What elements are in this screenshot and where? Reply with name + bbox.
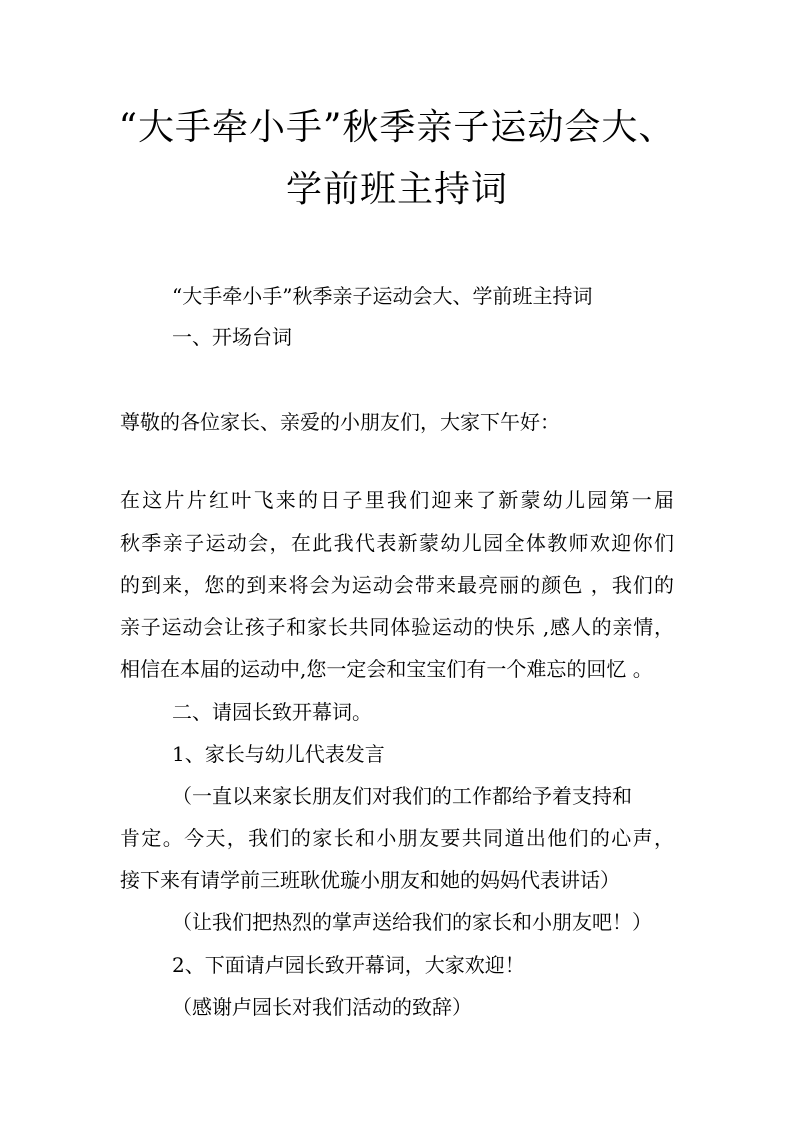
item-2-heading: 2、下面请卢园长致开幕词，大家欢迎！: [172, 953, 525, 977]
applause-note: （让我们把热烈的掌声送给我们的家长和小朋友吧！）: [172, 910, 652, 934]
item-1-note-line: （一直以来家长朋友们对我们的工作都给予着支持和: [172, 784, 632, 808]
item-1-note-line: 肯定。今天，我们的家长和小朋友要共同道出他们的心声，: [120, 826, 674, 850]
paragraph-line: 相信在本届的运动中,您一定会和宝宝们有一个难忘的回忆 。: [120, 657, 653, 681]
item-2-note: （感谢卢园长对我们活动的致辞）: [172, 995, 472, 1019]
item-1-note-line: 接下来有请学前三班耿优璇小朋友和她的妈妈代表讲话）: [120, 868, 620, 892]
section-heading-opening-speech: 二、请园长致开幕词。: [172, 700, 372, 724]
document-title-line-2: 学前班主持词: [285, 169, 508, 210]
subtitle: “大手牵小手”秋季亲子运动会大、学前班主持词: [172, 284, 593, 308]
greeting-line: 尊敬的各位家长、亲爱的小朋友们，大家下午好：: [120, 410, 560, 434]
item-1-heading: 1、家长与幼儿代表发言: [172, 742, 385, 766]
paragraph-line: 秋季亲子运动会，在此我代表新蒙幼儿园全体教师欢迎你们: [120, 531, 674, 555]
document-title-line-1: “大手牵小手”秋季亲子运动会大、: [118, 107, 676, 148]
paragraph-line: 在这片片红叶飞来的日子里我们迎来了新蒙幼儿园第一届: [120, 488, 674, 512]
paragraph-line: 的到来，您的到来将会为运动会带来最亮丽的颜色 ，我们的: [120, 573, 674, 597]
section-heading-opening: 一、开场台词: [172, 325, 292, 349]
paragraph-line: 亲子运动会让孩子和家长共同体验运动的快乐 ,感人的亲情，: [120, 615, 674, 639]
